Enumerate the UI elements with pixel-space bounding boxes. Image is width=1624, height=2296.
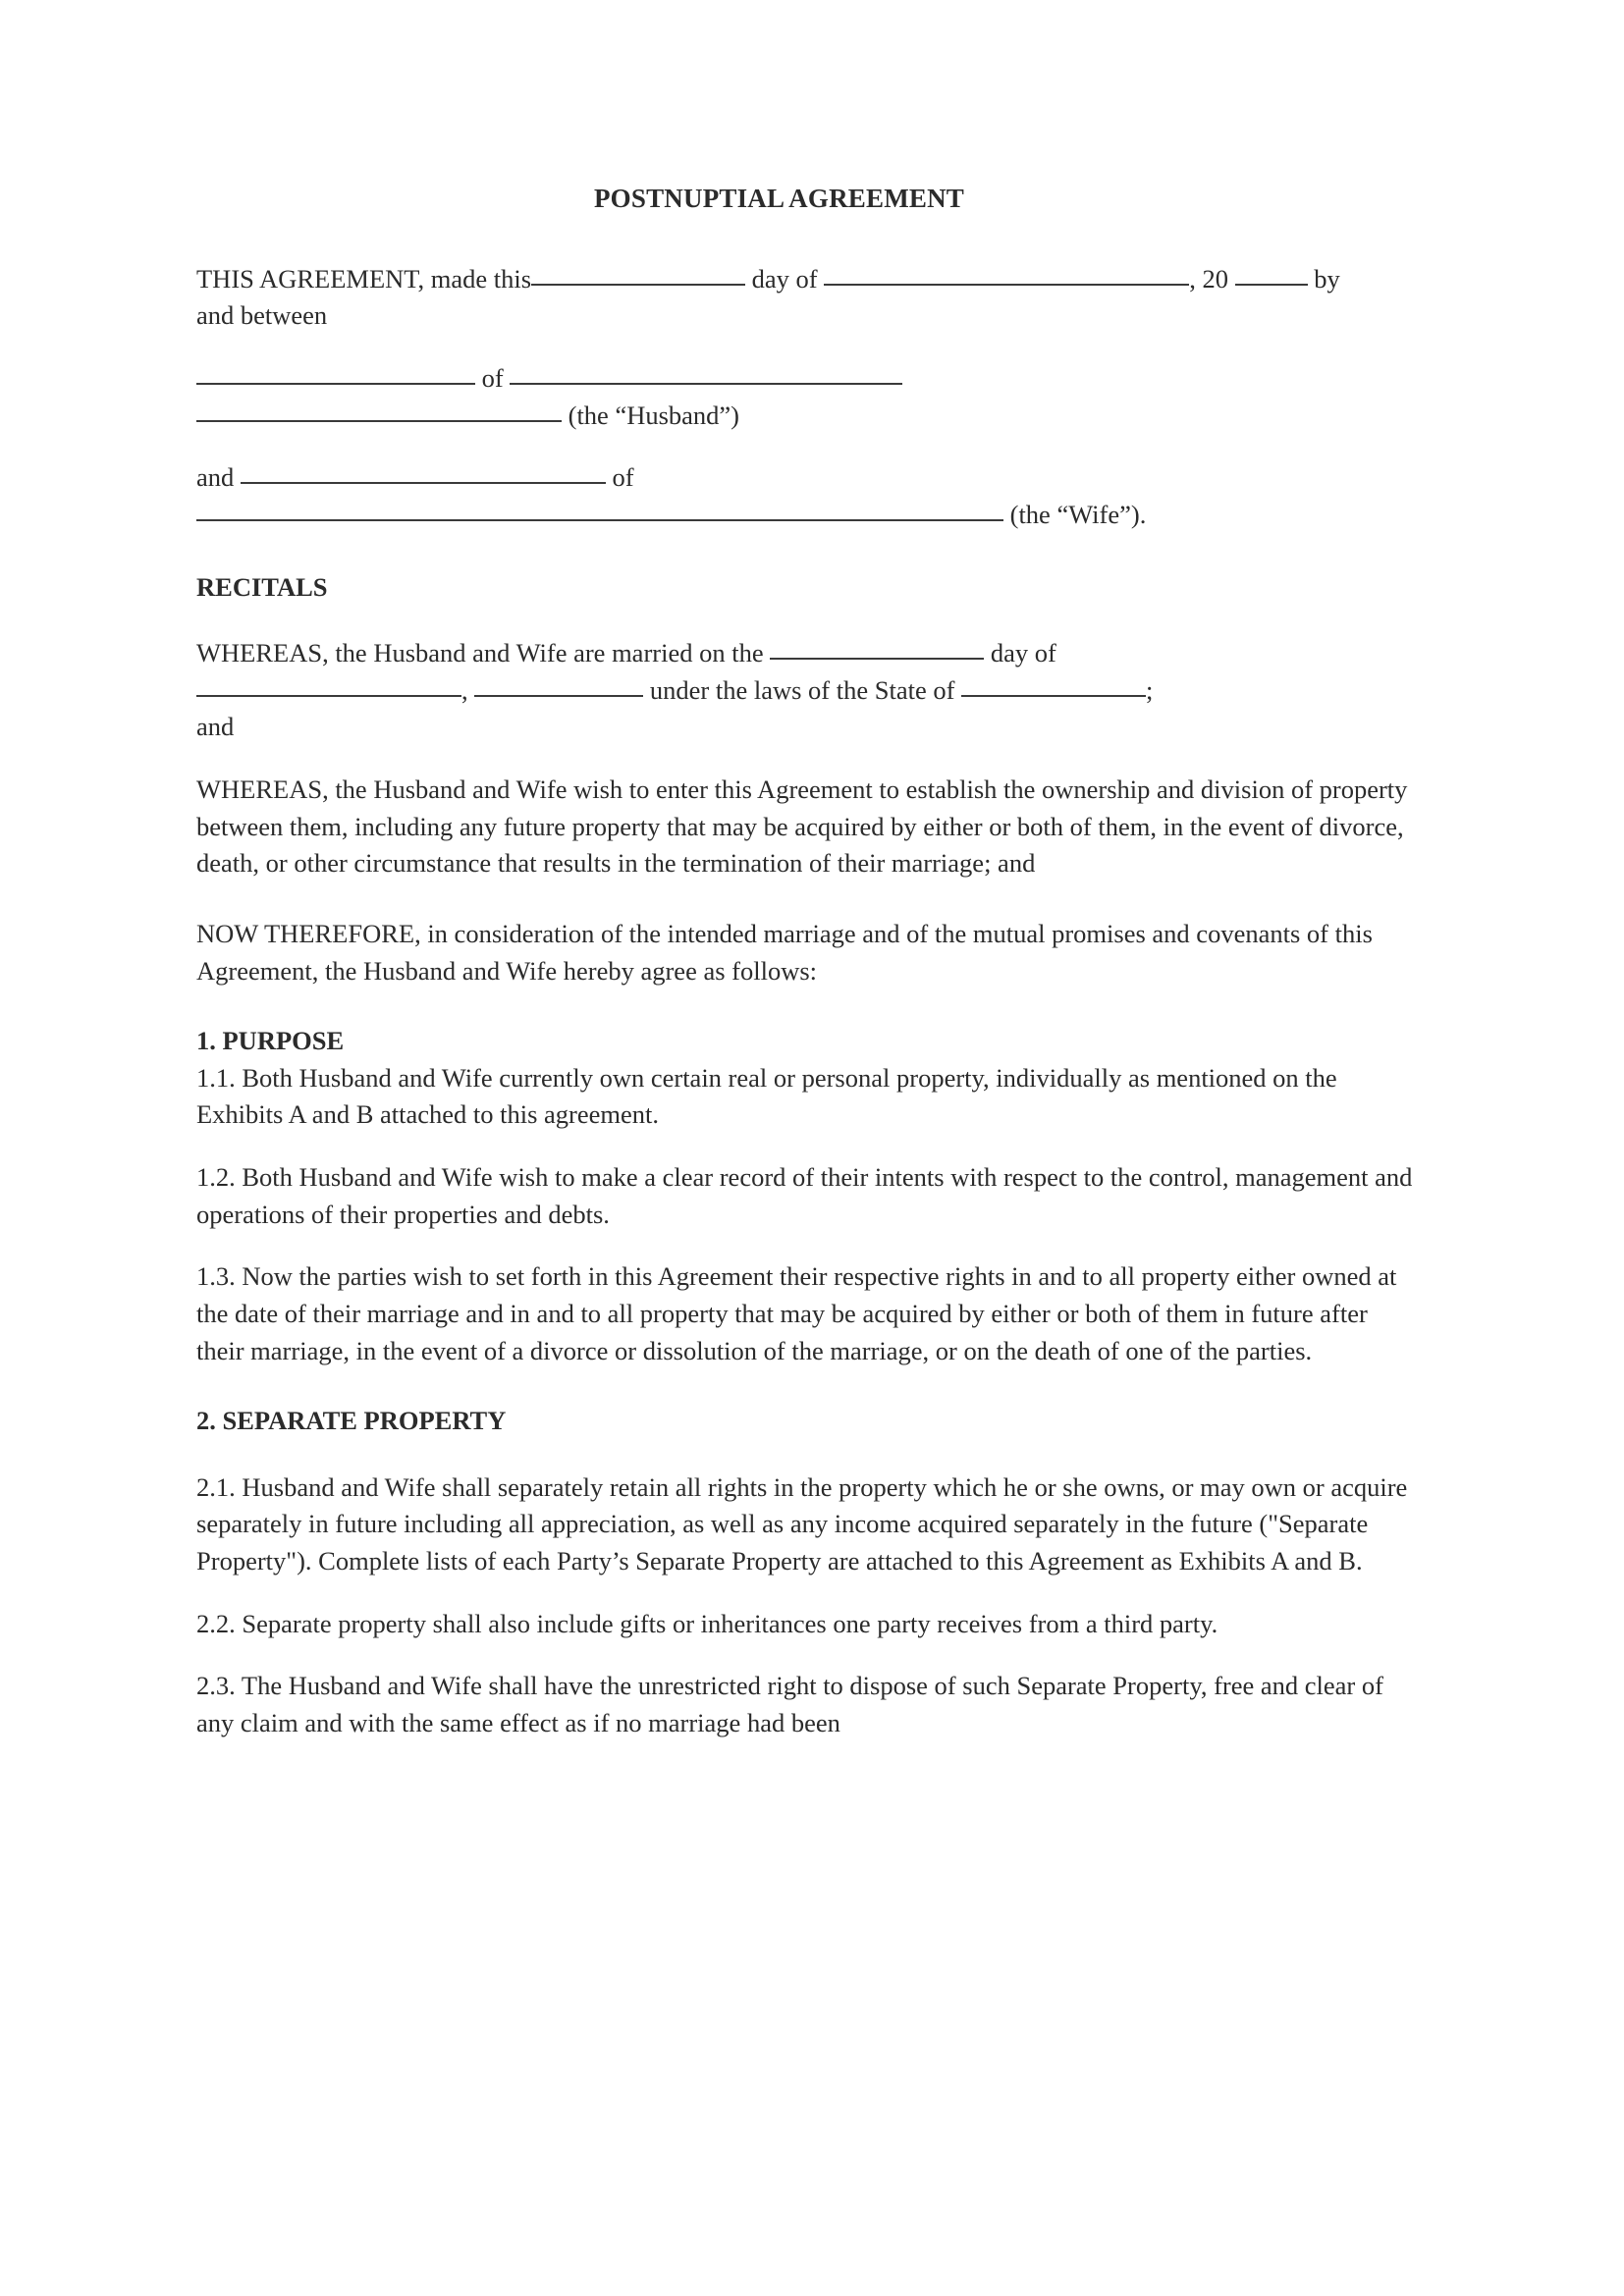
husband-designation: (the “Husband”)	[568, 400, 740, 430]
clause-1-2: 1.2. Both Husband and Wife wish to make a clear record of their intents with respect to the control, management and operations of their properties and debts.	[196, 1162, 1413, 1229]
blank-day[interactable]	[531, 284, 745, 286]
clause-1-1: 1.1. Both Husband and Wife currently own certain real or personal property, individually as mentioned on the Exhibits A and B attached to this agreement.	[196, 1062, 1337, 1130]
intro-and-between: and between	[196, 300, 328, 331]
recital-married-part1: WHEREAS, the Husband and Wife are married on the	[196, 638, 764, 668]
recitals-heading-block	[196, 569, 1419, 607]
wife-party-block	[196, 459, 1419, 533]
blank-marriage-month[interactable]	[196, 695, 461, 697]
husband-of-label: of	[481, 363, 504, 393]
intro-paragraph	[196, 261, 1419, 335]
clause-2-3: 2.3. The Husband and Wife shall have the unrestricted right to dispose of such Separate Property, free and clear of any claim and with the same effect as if no marriage had been	[196, 1671, 1383, 1737]
blank-year[interactable]	[1235, 284, 1308, 286]
recital-married-part6: and	[196, 712, 235, 742]
blank-husband-address-2[interactable]	[196, 420, 562, 422]
blank-marriage-year[interactable]	[474, 695, 643, 697]
page-title: POSTNUPTIAL AGREEMENT	[593, 184, 965, 213]
clause-2-1: 2.1. Husband and Wife shall separately retain all rights in the property which he or she owns, or may own or acquire separately in future including all appreciation, as well as any income acquired separately in the future ("Separate Property"). Complete lists of each Party’s Separate Property are attached to this Agreement as Exhibits A and B.	[196, 1471, 1408, 1575]
blank-month[interactable]	[824, 284, 1189, 286]
wife-and-label: and	[196, 462, 235, 493]
blank-marriage-day[interactable]	[770, 658, 984, 660]
now-therefore-paragraph: NOW THEREFORE, in consideration of the intended marriage and of the mutual promises and covenants of this Agreement, the Husband and Wife hereby agree as follows:	[196, 918, 1373, 986]
intro-by: by	[1314, 263, 1340, 294]
intro-lead: THIS AGREEMENT, made this	[196, 263, 532, 294]
recital-married-part2: day of	[990, 638, 1056, 668]
wife-designation: (the “Wife”).	[1009, 499, 1147, 529]
recital-married-part4: under the laws of the State of	[649, 674, 955, 705]
clause-1-3: 1.3. Now the parties wish to set forth in this Agreement their respective rights in and to all property either owned at the date of their marriage and in and to all property that may be acquired by either or both of them in future after their marriage, in the event of a divorce or dissolution of the marriage, or on the death of one of the parties.	[196, 1261, 1397, 1365]
wife-of-label: of	[612, 462, 634, 493]
intro-comma-year: , 20	[1189, 263, 1229, 294]
recital-married-paragraph	[196, 635, 1419, 746]
recital-wish-paragraph: WHEREAS, the Husband and Wife wish to enter this Agreement to establish the ownership and division of property between them, including any future property that may be acquired by either or both of them, in the event of divorce, death, or other circumstance that results in the termination of their marriage; and	[196, 774, 1408, 879]
section-heading-purpose: 1. PURPOSE	[196, 1026, 345, 1056]
recital-married-part5: ;	[1146, 674, 1154, 705]
blank-husband-address-1[interactable]	[510, 383, 902, 385]
section-heading-separate-property: 2. SEPARATE PROPERTY	[196, 1406, 507, 1436]
intro-day-of: day of	[751, 263, 818, 294]
blank-marriage-state[interactable]	[961, 695, 1146, 697]
wife-address-row	[196, 497, 1419, 534]
clause-2-2: 2.2. Separate property shall also include gifts or inheritances one party receives from a third party.	[196, 1608, 1218, 1638]
blank-husband-name[interactable]	[196, 383, 475, 385]
blank-wife-address[interactable]	[196, 519, 1003, 521]
document-content	[196, 183, 1419, 1768]
husband-party-block	[196, 360, 1419, 434]
recitals-heading: RECITALS	[196, 571, 328, 602]
recital-married-part3: ,	[461, 674, 468, 705]
blank-wife-name[interactable]	[241, 482, 606, 484]
